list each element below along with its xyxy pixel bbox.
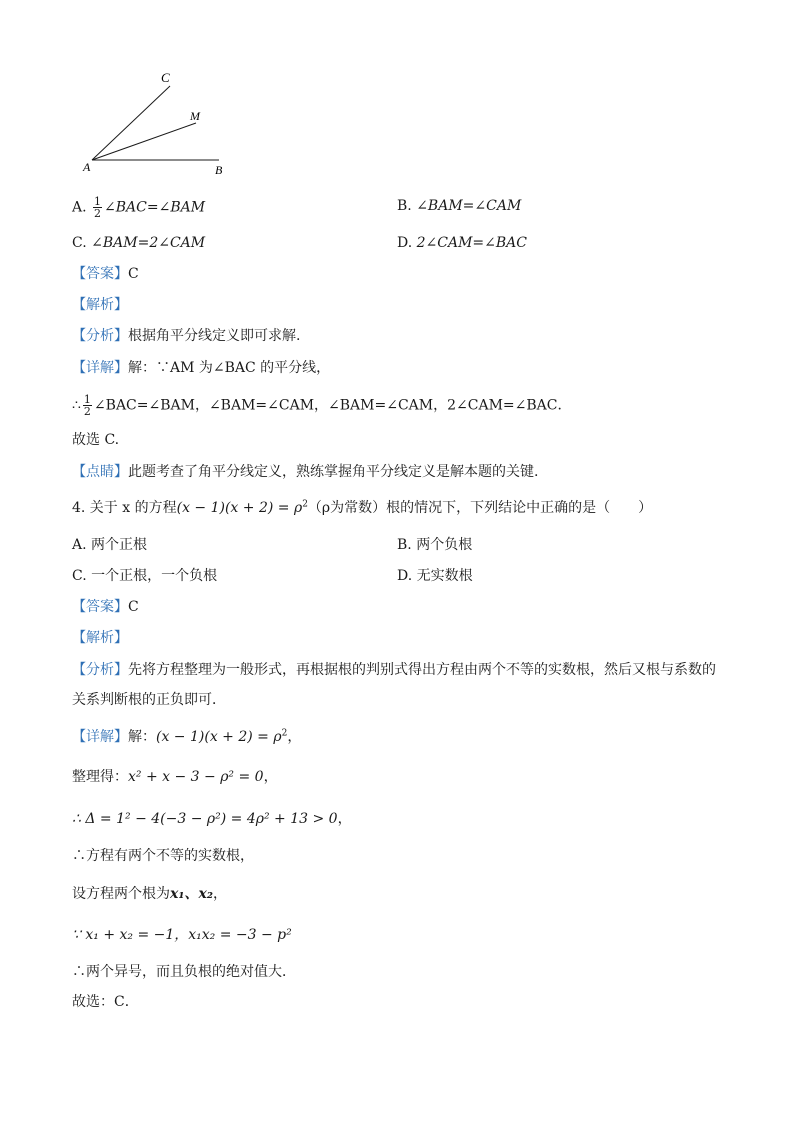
label-c: C: [161, 70, 170, 85]
q4-detail-end: ，: [287, 729, 302, 745]
q3-comment-text: 此题考查了角平分线定义，熟练掌握角平分线定义是解本题的关键.: [128, 464, 539, 480]
q3-option-a-text: ∠BAC=∠BAM: [104, 199, 206, 216]
q3-option-a-letter: A.: [72, 199, 87, 216]
label-b: B: [215, 163, 223, 177]
q4-answer: [72, 597, 139, 617]
q3-option-d-letter: D.: [397, 235, 413, 251]
q3-comment: [72, 462, 538, 482]
q3-result-fraction: [83, 394, 92, 417]
q4-vieta-equation: ∵ x₁ + x₂ = −1，x₁x₂ = −3 − p²: [72, 927, 292, 943]
q3-option-c: [72, 233, 205, 253]
q3-option-b-text: ∠BAM=∠CAM: [416, 198, 522, 214]
q4-option-c: C. 一个正根，一个负根: [72, 568, 218, 584]
q4-set-roots-end: ，: [212, 886, 227, 902]
q4-vieta: [72, 925, 292, 945]
q3-option-a-frac-den: 2: [94, 207, 102, 220]
q4-stem-exponent: 2: [302, 499, 308, 510]
q4-fenxi-line2: 关系判断根的正负即可．: [72, 692, 226, 708]
label-a: A: [83, 160, 91, 174]
q4-answer-tag: 【答案】: [72, 599, 128, 615]
q3-option-c-text: ∠BAM=2∠CAM: [91, 235, 206, 251]
q3-frac-den: 2: [83, 405, 91, 418]
q4-stem: [72, 498, 652, 518]
q4-answer-value: C: [128, 599, 139, 615]
q4-detail-tag: 【详解】: [72, 729, 128, 745]
q3-answer-tag: 【答案】: [72, 266, 128, 282]
q4-delta-end: ，: [337, 811, 352, 827]
q4-fenxi-tag: 【分析】: [72, 662, 128, 678]
q3-option-b: [397, 196, 521, 216]
q3-choose: 故选 C.: [72, 432, 120, 448]
q4-option-b: B. 两个负根: [397, 537, 473, 553]
q3-detail-text: 解：∵AM 为∠BAC 的平分线，: [128, 360, 331, 376]
q3-fenxi-text: 根据角平分线定义即可求解.: [128, 328, 301, 344]
q4-stem-paren: （ρ为常数）: [307, 500, 387, 516]
q4-delta-equation: ∴ Δ = 1² − 4(−3 − ρ²) = 4ρ² + 13 > 0: [72, 811, 338, 827]
q4-detail-exponent: 2: [281, 728, 288, 739]
q3-option-d: [397, 233, 527, 253]
q3-option-b-letter: B.: [397, 198, 412, 214]
q3-answer: [72, 264, 139, 284]
q4-two-roots: ∴方程有两个不等的实数根，: [72, 848, 254, 864]
q3-detail-tag: 【详解】: [72, 360, 128, 376]
q3-option-a-fraction: [93, 196, 102, 219]
ray-am: [92, 123, 196, 160]
q3-option-a-frac-num: 1: [94, 195, 102, 208]
q4-detail-equation: (x − 1)(x + 2) = ρ: [156, 729, 282, 745]
q4-stem-equation: (x − 1)(x + 2) = ρ: [176, 500, 303, 516]
q4-stem-prefix: 4. 关于 x 的方程: [72, 500, 177, 516]
ray-ac: [92, 86, 170, 160]
angle-figure: [70, 62, 240, 182]
q4-simplify: [72, 767, 278, 787]
q3-detail: [72, 358, 330, 378]
q4-detail-prefix: 解：: [128, 729, 156, 745]
q4-fenxi-text-1: 先将方程整理为一般形式，再根据根的判别式得出方程由两个不等的实数根，然后又根与系数的: [128, 662, 716, 678]
q4-simplify-label: 整理得：: [72, 769, 128, 785]
q4-option-d: D. 无实数根: [397, 568, 473, 584]
q3-answer-value: C: [128, 266, 139, 282]
q4-fenxi-line1: [72, 660, 716, 680]
q4-set-roots-prefix: 设方程两个根为: [72, 886, 170, 902]
q4-set-roots-vars: x₁、x₂: [170, 886, 213, 902]
q3-result-text: ∠BAC=∠BAM，∠BAM=∠CAM，∠BAM=∠CAM，2∠CAM=∠BAC．: [93, 397, 572, 414]
q3-option-c-letter: C.: [72, 235, 87, 251]
q4-option-a: A. 两个正根: [72, 537, 148, 553]
q3-fenxi-tag: 【分析】: [72, 328, 128, 344]
q4-detail: [72, 727, 301, 747]
label-m: M: [190, 109, 200, 123]
q3-analysis-tag: 【解析】: [72, 297, 128, 313]
q4-conclusion: ∴两个异号，而且负根的绝对值大．: [72, 964, 296, 980]
q4-set-roots: [72, 884, 227, 904]
q3-option-d-text: 2∠CAM=∠BAC: [416, 235, 528, 251]
q4-choose: 故选：C．: [72, 994, 139, 1010]
q4-analysis-tag: 【解析】: [72, 630, 128, 646]
q4-simplify-equation: x² + x − 3 − ρ² = 0: [128, 769, 264, 785]
q4-delta: [72, 809, 352, 829]
q4-stem-suffix: 根的情况下，下列结论中正确的是（ ）: [386, 500, 653, 516]
q3-option-a: [72, 196, 205, 219]
q3-fenxi: [72, 326, 300, 346]
q4-simplify-end: ，: [263, 769, 278, 785]
q3-result: [72, 394, 572, 417]
q3-therefore: ∴: [72, 397, 81, 414]
q3-frac-num: 1: [83, 393, 91, 406]
q3-comment-tag: 【点睛】: [72, 464, 128, 480]
